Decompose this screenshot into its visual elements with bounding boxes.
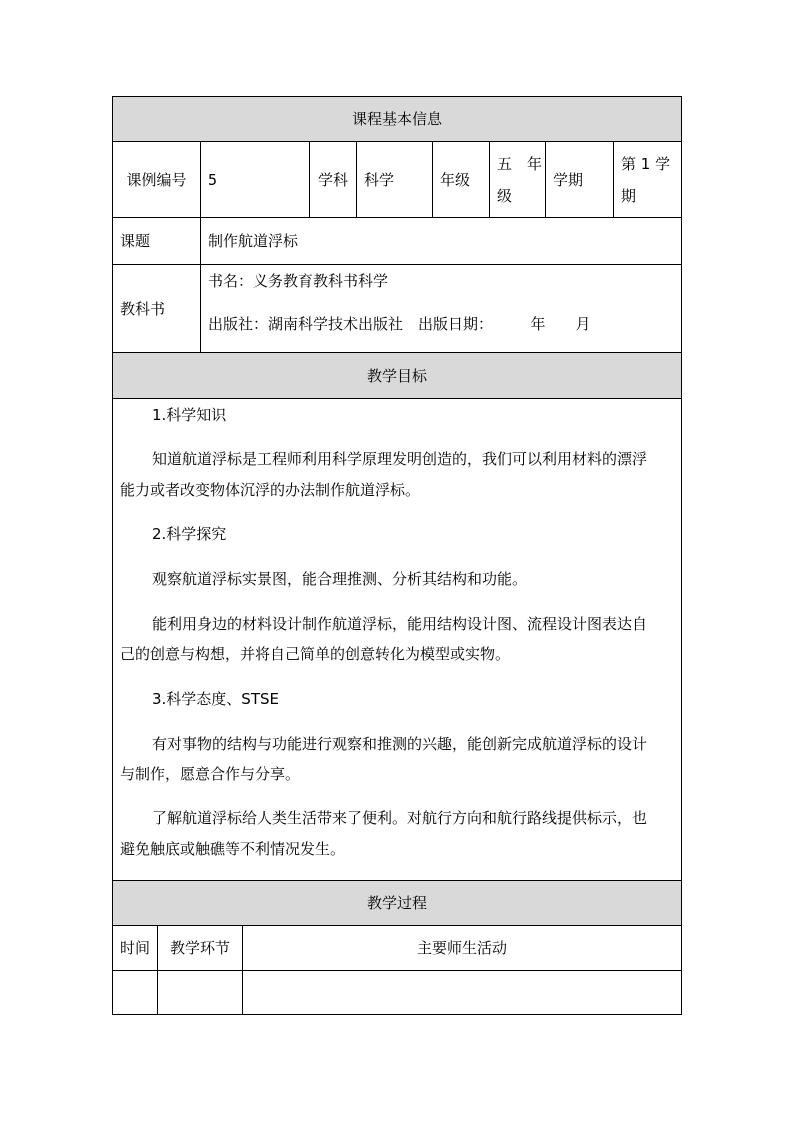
process-header	[112, 880, 682, 926]
topic-value: 制作航道浮标	[208, 232, 299, 250]
term-value-cell	[613, 141, 682, 218]
topic-label-cell	[112, 217, 201, 265]
lesson-number-value: 5	[208, 170, 218, 189]
objective-heading-inquiry: 2.科学探究	[152, 525, 227, 543]
process-row-stage-cell	[157, 970, 243, 1015]
objectives-body	[112, 398, 682, 881]
term-value-line1: 第 1 学	[621, 155, 671, 173]
basic-info-header	[112, 96, 682, 142]
textbook-label-cell	[112, 264, 201, 353]
objective-paragraph: 己的创意与构想，并将自己简单的创意转化为模型或实物。	[120, 645, 511, 663]
term-label: 学期	[553, 170, 584, 189]
objective-paragraph: 避免触底或触礁等不利情况发生。	[120, 840, 346, 858]
objective-paragraph: 有对事物的结构与功能进行观察和推测的兴趣，能创新完成航道浮标的设计	[152, 735, 648, 753]
subject-label-cell	[309, 141, 357, 218]
objectives-header	[112, 352, 682, 399]
lesson-number-label-cell	[112, 141, 201, 218]
subject-label: 学科	[317, 170, 348, 189]
subject-value: 科学	[364, 170, 395, 189]
textbook-label: 教科书	[120, 299, 166, 318]
process-col-time-label: 时间	[119, 939, 150, 957]
objective-heading-attitude: 3.科学态度、STSE	[152, 690, 279, 708]
process-col-activity	[242, 925, 682, 971]
objectives-title: 教学目标	[366, 366, 427, 385]
process-col-activity-label: 主要师生活动	[416, 939, 507, 957]
objective-paragraph: 与制作，愿意合作与分享。	[120, 765, 301, 783]
term-value-line2: 期	[621, 187, 637, 205]
grade-value-line1: 五 年	[497, 155, 543, 173]
grade-label-cell	[432, 141, 490, 218]
subject-value-cell	[356, 141, 433, 218]
basic-info-title: 课程基本信息	[351, 110, 442, 128]
objective-paragraph: 了解航道浮标给人类生活带来了便利。对航行方向和航行路线提供标示，也	[152, 809, 648, 827]
process-col-time	[112, 925, 158, 971]
grade-label: 年级	[440, 170, 471, 189]
term-label-cell	[545, 141, 614, 218]
lesson-number-value-cell	[200, 141, 310, 218]
objective-paragraph: 知道航道浮标是工程师利用科学原理发明创造的，我们可以利用材料的漂浮	[152, 450, 648, 468]
grade-value-cell	[489, 141, 546, 218]
textbook-publisher: 出版社：湖南科学技术出版社 出版日期： 年 月	[208, 315, 591, 333]
process-col-stage	[157, 925, 243, 971]
process-col-stage-label: 教学环节	[169, 939, 230, 957]
grade-value-line2: 级	[497, 187, 513, 205]
topic-value-cell	[200, 217, 682, 265]
lesson-number-label: 课例编号	[126, 170, 187, 189]
objective-heading-knowledge: 1.科学知识	[152, 406, 227, 424]
objective-paragraph: 观察航道浮标实景图，能合理推测、分析其结构和功能。	[152, 570, 528, 588]
topic-label: 课题	[120, 232, 151, 250]
objective-paragraph: 能力或者改变物体沉浮的办法制作航道浮标。	[120, 481, 421, 499]
process-row-time-cell	[112, 970, 158, 1015]
process-title: 教学过程	[366, 894, 427, 912]
textbook-name: 书名：义务教育教科书科学	[208, 272, 389, 290]
objective-paragraph: 能利用身边的材料设计制作航道浮标，能用结构设计图、流程设计图表达自	[152, 615, 648, 633]
process-row-activity-cell	[242, 970, 682, 1015]
textbook-value-cell	[200, 264, 682, 353]
